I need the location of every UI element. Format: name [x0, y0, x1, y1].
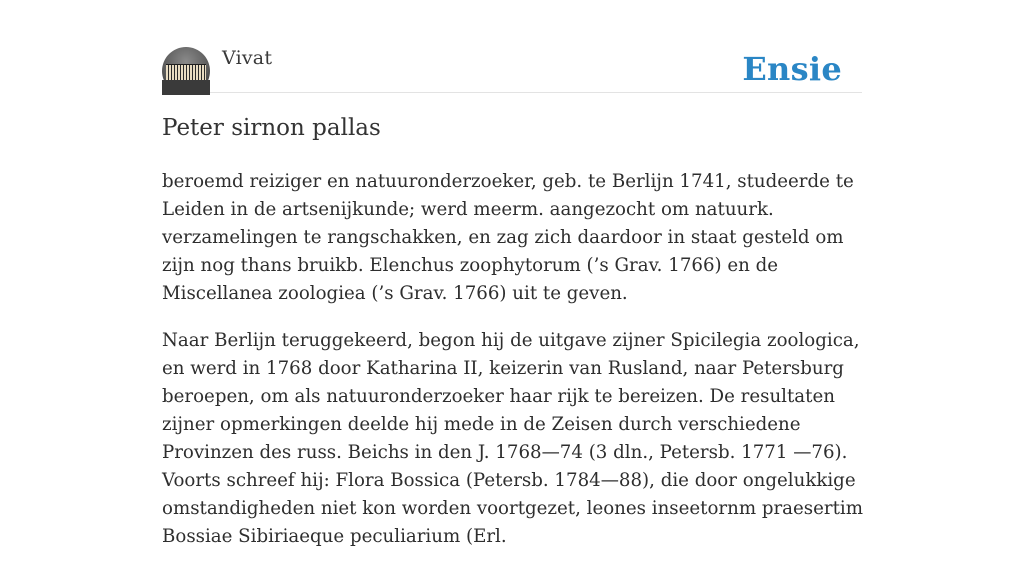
page-title: Peter sirnon pallas: [162, 115, 381, 141]
page-header: [162, 46, 862, 93]
shelf-shadow: [162, 80, 210, 95]
article-body: [162, 168, 867, 570]
paragraph: beroemd reiziger en natuuronderzoeker, geb. te Berlijn 1741, studeerde te Leiden in de artsenijkunde; werd meerm. aangezocht om natuurk. verzamelingen te rangschakken, en zag zich daardoor in staat gesteld om zijn nog thans bruikb. Elenchus zoophytorum (’s Grav. 1766) en de Miscellanea zoologiea (’s Grav. 1766) uit te geven.: [162, 171, 854, 304]
paragraph: Naar Berlijn teruggekeerd, begon hij de uitgave zijner Spicilegia zoologica, en werd in 1768 door Katharina II, keizerin van Rusland, naar Petersburg beroepen, om als natuuronderzoeker haar rijk te bereizen. De resultaten zijner opmerkingen deelde hij mede in de Zeisen durch verschiedene Provinzen des russ. Beichs in den J. 1768—74 (3 dln., Petersb. 1771 —76). Voorts schreef hij: Flora Bossica (Petersb. 1784—88), die door ongelukkige omstandigheden niet kon worden voortgezet, leones inseetornm praesertim Bossiae Sibiriaeque peculiarium (Erl.: [162, 330, 863, 547]
brand-logo[interactable]: Ensie: [742, 50, 842, 88]
avatar[interactable]: [162, 47, 210, 95]
author-name[interactable]: Vivat: [222, 47, 273, 69]
